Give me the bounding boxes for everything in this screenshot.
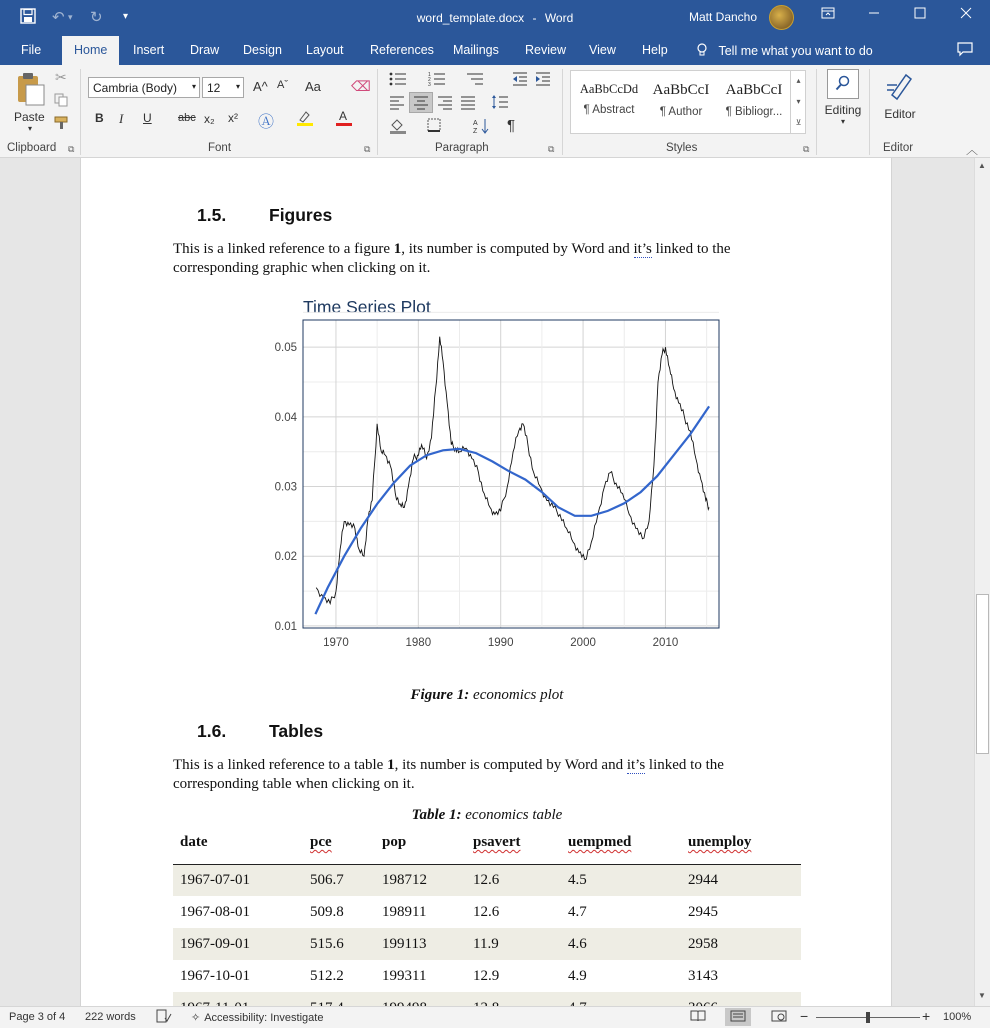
vertical-scrollbar[interactable]: [974, 158, 990, 1006]
y-tick-label: 0.03: [274, 481, 297, 494]
figure-caption: [173, 687, 801, 704]
increase-indent-icon[interactable]: [535, 72, 551, 89]
paste-dropdown-icon[interactable]: ▾: [27, 124, 32, 133]
strikethrough-button[interactable]: abc: [178, 112, 196, 124]
justify-icon[interactable]: [460, 96, 476, 113]
tab-layout[interactable]: Layout: [306, 43, 344, 57]
clear-formatting-icon[interactable]: ⌫: [351, 78, 371, 94]
table-cell: 11.9: [466, 928, 561, 960]
divider: [816, 69, 817, 155]
proofing-icon[interactable]: [156, 1009, 172, 1026]
decrease-indent-icon[interactable]: [512, 72, 528, 89]
subscript-button[interactable]: x₂: [204, 112, 215, 126]
column-header: pop: [375, 826, 466, 864]
style-abstract[interactable]: [576, 82, 642, 116]
tables-heading: [197, 721, 323, 742]
tab-file[interactable]: File: [21, 43, 42, 57]
editor-label: Editor: [884, 107, 916, 121]
table-cell: 515.6: [303, 928, 375, 960]
column-header-text: pce: [310, 834, 332, 850]
read-mode-icon[interactable]: [690, 1010, 706, 1025]
column-header: [561, 826, 681, 864]
change-case-button[interactable]: Aa: [305, 79, 321, 94]
font-size-value: 12: [207, 81, 221, 95]
word-count[interactable]: 222 words: [85, 1011, 136, 1023]
heading-number: 1.6.: [197, 721, 227, 741]
chevron-down-icon: ▾: [840, 117, 845, 126]
document-area[interactable]: [0, 158, 974, 1006]
x-tick-label: 1970: [323, 637, 349, 649]
figure-reference-link[interactable]: 1: [393, 241, 402, 257]
table-cell: 1967-10-01: [180, 967, 250, 984]
scroll-thumb[interactable]: [976, 594, 989, 754]
tab-mailings[interactable]: Mailings: [453, 43, 499, 57]
table-header-row: [173, 826, 801, 864]
column-header-text: psavert: [473, 834, 521, 850]
column-header: [466, 826, 561, 864]
tell-me-label: Tell me what you want to do: [718, 44, 873, 58]
style-sample: AaBbCcDd: [579, 82, 639, 96]
bullets-icon[interactable]: [389, 72, 407, 89]
para-text: linked to the corresponding table when clicking on it.: [173, 757, 724, 792]
svg-text:A: A: [473, 120, 478, 127]
editor-pen-icon: [884, 71, 916, 101]
title-bar: [0, 0, 990, 36]
style-name: ¶ Author: [659, 106, 703, 118]
para-text: This is a linked reference to a figure: [173, 241, 394, 257]
table-caption: [173, 807, 801, 824]
font-color-icon[interactable]: [335, 109, 353, 130]
highlight-color-icon[interactable]: [296, 109, 314, 130]
scroll-up-icon[interactable]: ▲: [978, 161, 986, 170]
svg-text:Z: Z: [473, 128, 478, 135]
time-series-chart[interactable]: [261, 292, 731, 652]
page-count[interactable]: Page 3 of 4: [9, 1011, 66, 1023]
font-group-label: Font: [208, 142, 232, 154]
font-name-select[interactable]: [88, 77, 200, 98]
styles-more-icon[interactable]: ⊻: [795, 118, 802, 127]
y-tick-label: 0.01: [274, 620, 297, 633]
heading-number: 1.5.: [197, 205, 227, 225]
zoom-in-icon[interactable]: +: [922, 1008, 931, 1024]
figures-heading: [197, 205, 332, 226]
avatar[interactable]: [769, 5, 794, 30]
app-name: Word: [544, 11, 574, 25]
caption-label: Figure 1:: [410, 687, 470, 703]
table-row: [173, 928, 801, 960]
accessibility-label: Accessibility: Investigate: [204, 1012, 324, 1024]
editing-button[interactable]: [822, 69, 864, 126]
para-text: , its number is computed by Word and: [401, 241, 634, 257]
table-cell: 4.7: [568, 903, 587, 920]
status-bar: [0, 1006, 990, 1028]
caption-text: economics plot: [469, 687, 564, 703]
tab-design[interactable]: Design: [243, 43, 282, 57]
table-cell: 506.7: [303, 864, 375, 896]
style-sample: AaBbCcI: [652, 82, 710, 98]
tables-paragraph: [173, 756, 813, 794]
document-page[interactable]: [80, 158, 892, 1018]
user-name[interactable]: Matt Dancho: [689, 10, 758, 24]
redo-icon[interactable]: ↻: [90, 9, 103, 26]
column-header-text: uempmed: [568, 834, 632, 850]
customize-toolbar-icon[interactable]: ▾: [123, 11, 129, 22]
table-row: [173, 896, 801, 928]
tell-me-search[interactable]: [697, 43, 873, 58]
y-axis: [275, 342, 298, 633]
maximize-icon[interactable]: [910, 6, 930, 22]
grow-font-button[interactable]: A^: [253, 79, 268, 94]
plot-area: [303, 320, 719, 628]
table-row: [173, 960, 801, 992]
undo-dropdown-icon[interactable]: ▾: [68, 12, 73, 22]
paste-label: Paste: [14, 110, 45, 124]
table-cell: 12.6: [473, 903, 500, 920]
editor-button[interactable]: [878, 71, 922, 121]
tab-home[interactable]: Home: [62, 36, 119, 65]
format-painter-icon[interactable]: [54, 116, 70, 133]
clipboard-group-label: Clipboard: [7, 142, 57, 154]
shading-icon[interactable]: [389, 118, 407, 137]
tab-view[interactable]: View: [589, 43, 616, 57]
table-row: [173, 864, 801, 896]
lightbulb-icon: [697, 44, 710, 58]
styles-group-label: Styles: [666, 142, 698, 154]
tab-references[interactable]: References: [370, 43, 434, 57]
para-text: linked to the corresponding graphic when clicking on it.: [173, 241, 731, 276]
table-cell: 4.9: [568, 967, 587, 984]
economics-table: [173, 826, 801, 1024]
table-cell: 12.6: [466, 864, 561, 896]
window-title: [0, 11, 990, 25]
accessibility-icon: ✧: [191, 1012, 201, 1024]
divider: [562, 69, 563, 155]
line-spacing-icon[interactable]: [491, 94, 509, 113]
table-cell: 198911: [382, 903, 427, 920]
font-size-select[interactable]: [202, 77, 244, 98]
y-tick-label: 0.05: [274, 342, 297, 355]
divider: [377, 69, 378, 155]
font-launcher-icon[interactable]: ⧉: [364, 144, 371, 154]
column-header-text: unemploy: [688, 834, 752, 850]
chart-title: Time Series Plot: [303, 297, 431, 317]
chevron-down-icon: ▾: [191, 82, 196, 91]
magnifier-icon: [827, 69, 859, 99]
figures-paragraph: [173, 240, 813, 278]
table-cell: 512.2: [310, 967, 344, 984]
align-center-icon[interactable]: [409, 92, 433, 113]
table-cell: 4.5: [561, 864, 681, 896]
scroll-down-icon[interactable]: ▼: [978, 991, 986, 1000]
minimize-icon[interactable]: [864, 6, 884, 22]
styles-scroll[interactable]: [790, 70, 806, 134]
chevron-down-icon: ▾: [235, 82, 240, 91]
table-cell: 2944: [681, 864, 801, 896]
align-right-icon[interactable]: [437, 96, 453, 113]
title-separator: -: [532, 11, 537, 25]
comments-icon[interactable]: [957, 42, 973, 59]
web-layout-icon[interactable]: [771, 1010, 787, 1025]
close-icon[interactable]: [956, 6, 976, 22]
caption-label: Table 1:: [411, 807, 462, 823]
column-header: [303, 826, 375, 864]
y-tick-label: 0.04: [274, 411, 297, 424]
ribbon-display-options-icon[interactable]: [818, 6, 838, 22]
style-author[interactable]: [648, 82, 714, 118]
divider: [869, 69, 870, 155]
tab-draw[interactable]: Draw: [190, 43, 220, 57]
numbering-icon[interactable]: [428, 72, 446, 89]
svg-text:2: 2: [428, 77, 431, 83]
column-header: [681, 826, 801, 864]
editing-label: Editing: [824, 103, 862, 117]
style-name: ¶ Abstract: [583, 104, 635, 116]
text-effects-icon[interactable]: Ⓐ: [258, 114, 275, 131]
zoom-level[interactable]: 100%: [943, 1011, 972, 1023]
x-tick-label: 2000: [570, 637, 596, 649]
svg-text:3: 3: [428, 82, 431, 88]
tab-help[interactable]: Help: [642, 43, 668, 57]
document-name: word_template.docx: [416, 11, 525, 25]
table-cell: 2958: [681, 928, 801, 960]
grammar-flag[interactable]: it’s: [633, 241, 652, 257]
align-left-icon[interactable]: [389, 96, 405, 113]
column-header: date: [173, 826, 303, 864]
x-tick-label: 2010: [652, 637, 679, 649]
styles-launcher-icon[interactable]: ⧉: [803, 144, 810, 154]
cut-icon[interactable]: ✂: [55, 69, 67, 85]
shrink-font-button[interactable]: Aˇ: [277, 79, 288, 91]
style-sample: AaBbCcI: [725, 82, 783, 98]
zoom-slider-thumb[interactable]: [866, 1012, 870, 1023]
style-name: ¶ Bibliogr...: [725, 106, 783, 118]
show-formatting-marks-icon[interactable]: ¶: [507, 117, 516, 134]
paragraph-group-label: Paragraph: [435, 142, 489, 154]
table-cell: 2945: [688, 903, 718, 920]
heading-title: Figures: [269, 205, 333, 225]
svg-text:1: 1: [428, 72, 431, 78]
paragraph-launcher-icon[interactable]: ⧉: [548, 144, 555, 154]
editor-group-label: Editor: [883, 142, 914, 154]
table-cell: 198712: [375, 864, 466, 896]
grammar-flag[interactable]: it’s: [626, 757, 646, 773]
x-axis: [323, 637, 678, 649]
y-tick-label: 0.02: [274, 551, 297, 564]
svg-text:A: A: [339, 109, 348, 123]
print-layout-icon[interactable]: [725, 1008, 751, 1026]
accessibility-status[interactable]: [191, 1011, 323, 1024]
copy-icon[interactable]: [54, 93, 68, 110]
ribbon-tabs: [0, 36, 990, 65]
chevron-up-icon[interactable]: ▴: [796, 76, 801, 85]
borders-icon[interactable]: [427, 118, 441, 135]
paste-button[interactable]: [14, 71, 46, 133]
tab-insert[interactable]: Insert: [133, 43, 165, 57]
table-cell: 1967-09-01: [173, 928, 303, 960]
caption-text: economics table: [461, 807, 563, 823]
undo-icon[interactable]: ↶: [52, 9, 65, 26]
table-cell: 12.9: [473, 967, 500, 984]
table-cell: 509.8: [310, 903, 344, 920]
x-tick-label: 1990: [487, 637, 514, 649]
table-cell: 1967-08-01: [180, 903, 250, 920]
clipboard-launcher-icon[interactable]: ⧉: [68, 144, 75, 154]
tab-review[interactable]: Review: [525, 43, 566, 57]
bold-button[interactable]: B: [95, 111, 104, 125]
italic-button[interactable]: I: [119, 111, 124, 126]
zoom-out-icon[interactable]: −: [800, 1008, 809, 1024]
table-cell: 4.6: [561, 928, 681, 960]
chevron-down-icon[interactable]: ▾: [796, 97, 801, 106]
font-name-value: Cambria (Body): [93, 81, 178, 95]
style-bibliography[interactable]: [720, 82, 788, 118]
paste-icon: [14, 71, 46, 107]
superscript-button[interactable]: x²: [228, 111, 238, 125]
table-reference-link[interactable]: 1: [387, 757, 395, 773]
table-cell: 1967-07-01: [173, 864, 303, 896]
underline-button[interactable]: U: [143, 111, 152, 125]
divider: [80, 69, 81, 155]
collapse-ribbon-icon[interactable]: ︿: [966, 143, 979, 157]
multilevel-list-icon[interactable]: [466, 72, 484, 89]
table-cell: 199311: [382, 967, 427, 984]
heading-title: Tables: [269, 721, 324, 741]
x-tick-label: 1980: [405, 637, 432, 649]
para-text: This is a linked reference to a table: [173, 757, 388, 773]
para-text: , its number is computed by Word and: [394, 757, 627, 773]
table-cell: 199113: [375, 928, 466, 960]
table-cell: 3143: [688, 967, 718, 984]
ribbon: [0, 65, 990, 158]
sort-icon[interactable]: [473, 118, 489, 137]
